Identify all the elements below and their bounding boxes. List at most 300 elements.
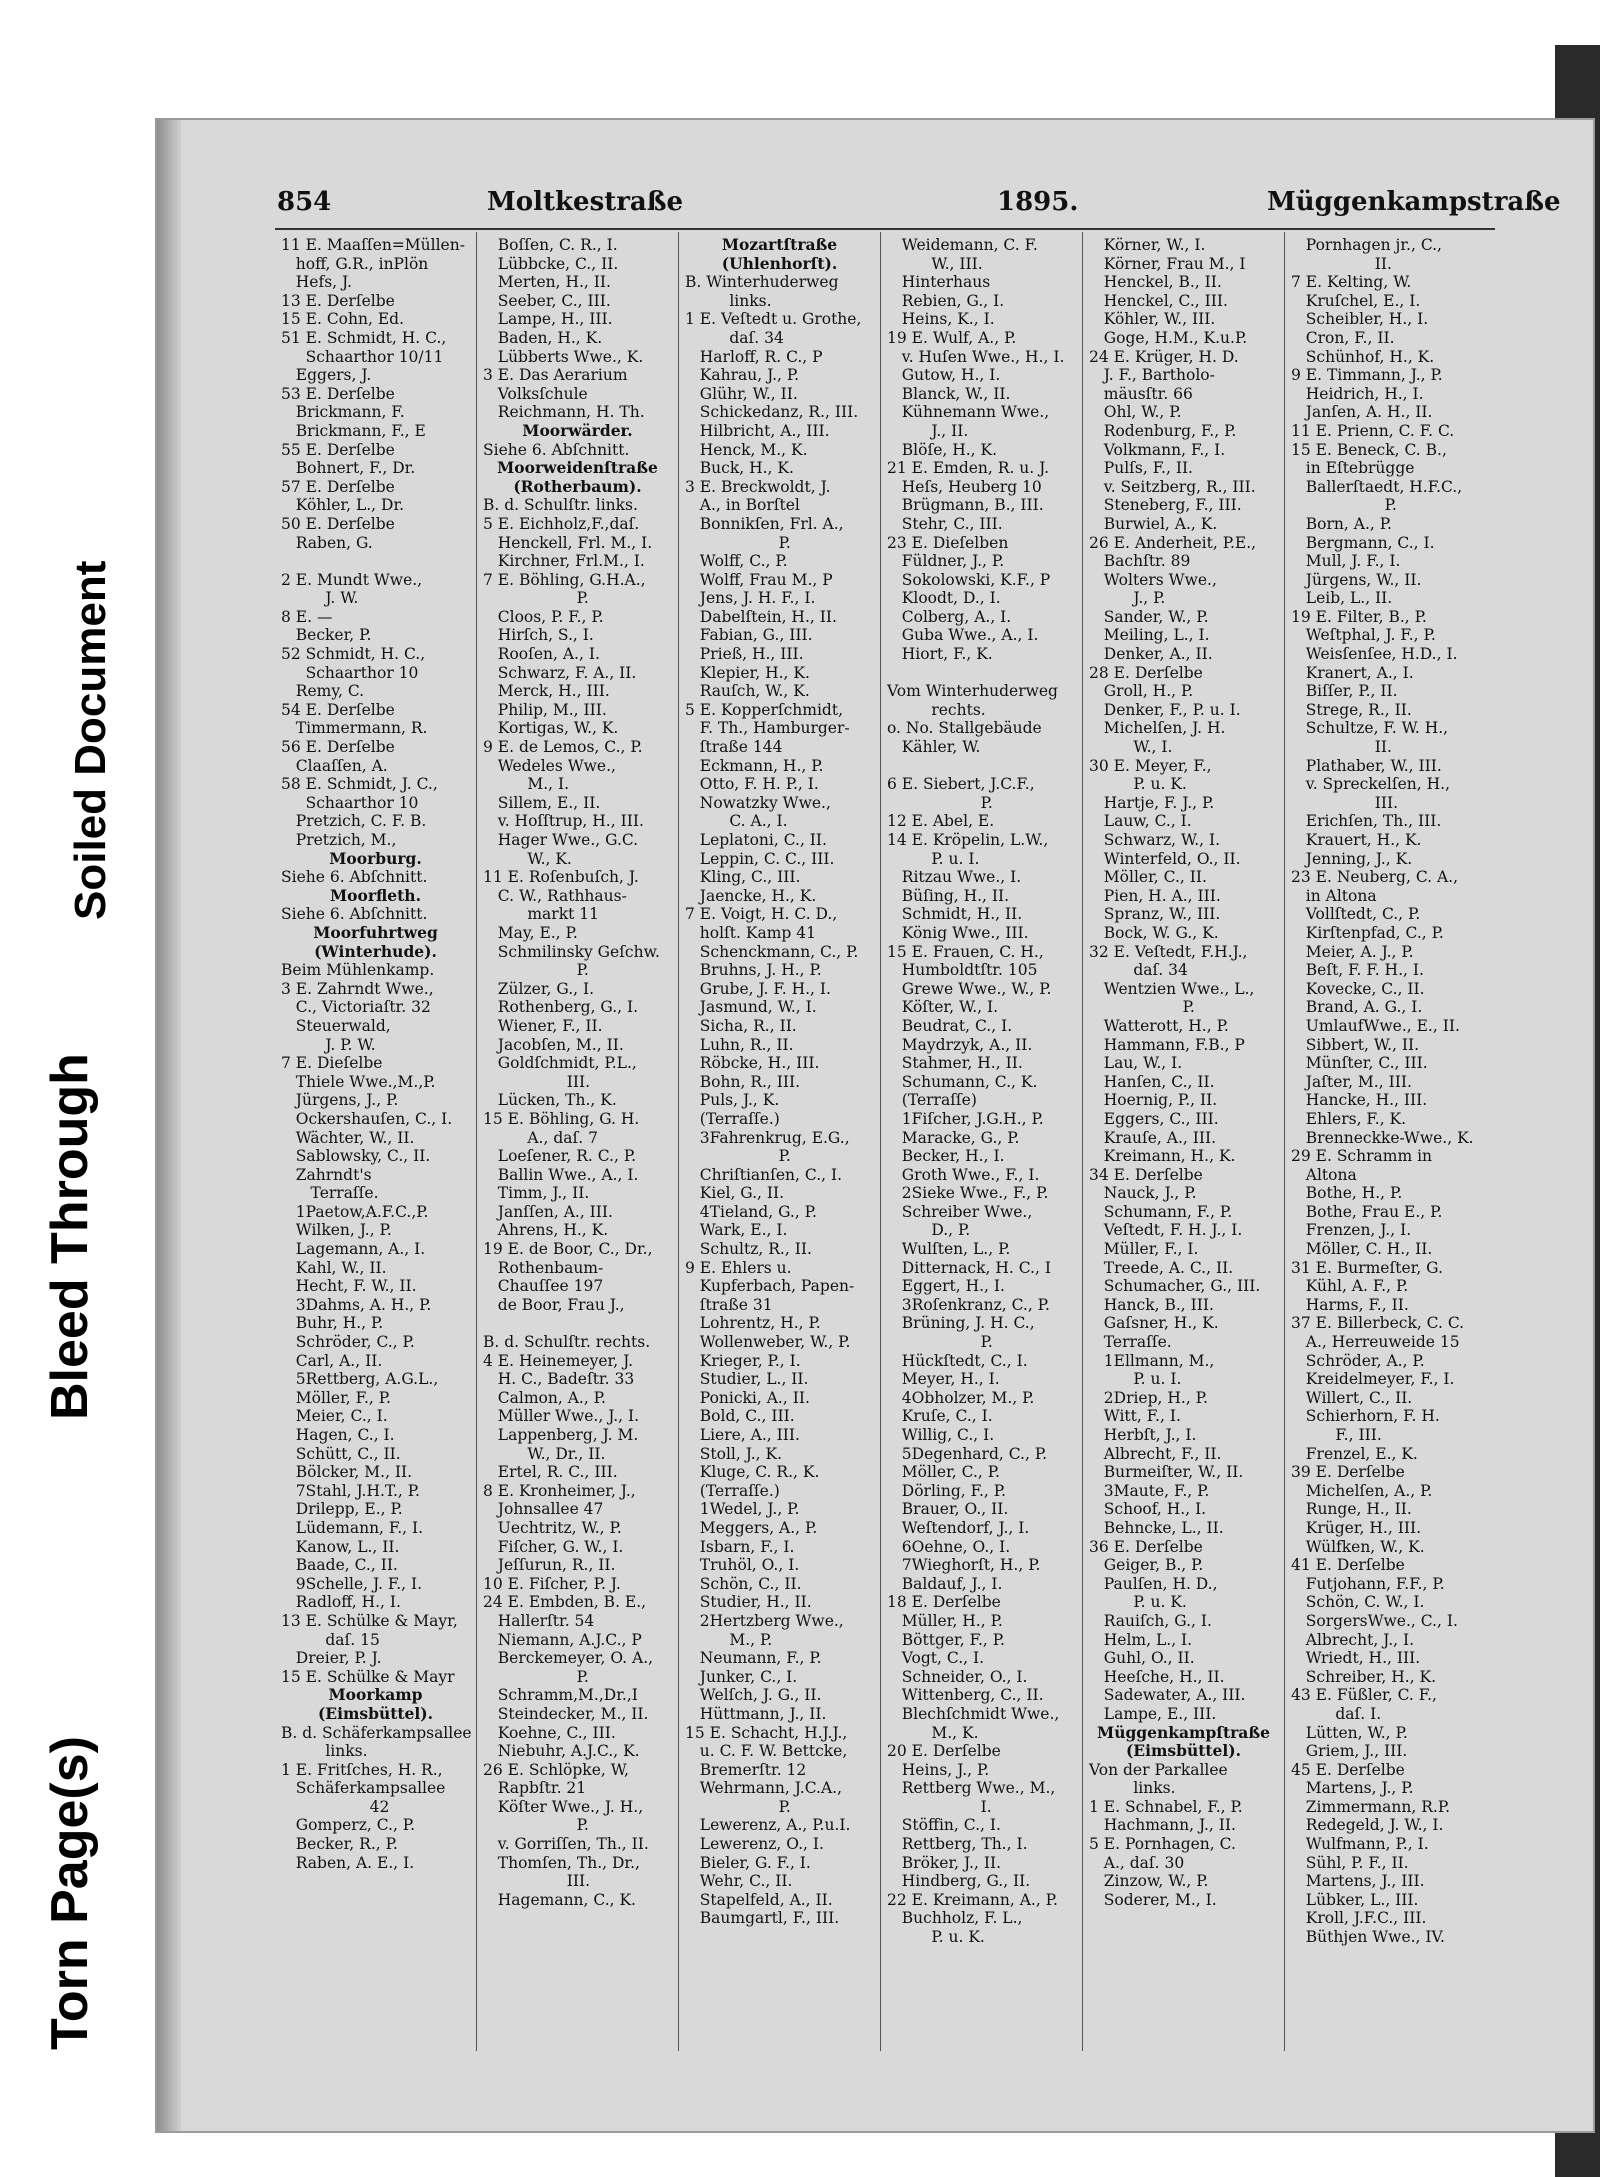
- entry-line: Glühr, W., II.: [685, 384, 798, 403]
- entry-line: Michelſen, A., P.: [1291, 1481, 1433, 1500]
- entry-line: 1Fiſcher, J.G.H., P.: [887, 1109, 1044, 1128]
- page-header: [277, 187, 1561, 227]
- entry-line: Kovecke, C., II.: [1291, 979, 1425, 998]
- entry-line: Vom Winterhuderweg: [887, 682, 1058, 701]
- entry-line: P.: [483, 1667, 589, 1686]
- entry-line: Hancke, H., III.: [1291, 1091, 1428, 1110]
- entry-line: (Terraſſe): [887, 1091, 977, 1110]
- entry-line: Schickedanz, R., III.: [685, 403, 859, 422]
- entry-line: Kreidelmeyer, F., I.: [1291, 1370, 1455, 1389]
- entry-line: H. C., Badeſtr. 33: [483, 1370, 635, 1389]
- entry-line: SorgersWwe., C., I.: [1291, 1611, 1458, 1630]
- entry-line: Wolters Wwe.,: [1089, 570, 1217, 589]
- entry-line: Plathaber, W., III.: [1291, 756, 1442, 775]
- entry-line: 5 E. Pornhagen, C.: [1089, 1835, 1236, 1854]
- entry-line: Kortigas, W., K.: [483, 719, 619, 738]
- entry-line: Geiger, B., P.: [1089, 1556, 1204, 1575]
- entry-line: v. Gorriſſen, Th., II.: [483, 1835, 649, 1854]
- entry-line: Schaarthor 10/11: [281, 347, 444, 366]
- entry-line: [281, 552, 470, 571]
- entry-line: Janſen, A. H., II.: [1291, 403, 1433, 422]
- entry-line: Ahrens, H., K.: [483, 1221, 609, 1240]
- entry-line: A., in Borſtel: [685, 496, 800, 515]
- entry-line: 7 E. Böhling, G.H.A.,: [483, 570, 646, 589]
- entry-line: Jaſter, M., III.: [1291, 1072, 1412, 1091]
- entry-line: Steuerwald,: [281, 1016, 391, 1035]
- entry-line: Jens, J. H. F., I.: [685, 589, 816, 608]
- entry-line: Hagen, C., I.: [281, 1426, 395, 1444]
- entry-line: Jasmund, W., I.: [685, 998, 817, 1017]
- entry-line: 5Rettberg, A.G.L.,: [281, 1370, 439, 1389]
- entry-line: Wulfmann, P., I.: [1291, 1835, 1429, 1854]
- entry-line: Jenning, J., K.: [1291, 849, 1413, 868]
- entry-line: Michelſen, J. H.: [1089, 719, 1226, 738]
- entry-line: 1 E. Veſtedt u. Grothe,: [685, 310, 862, 329]
- entry-line: Heidrich, H., I.: [1291, 384, 1424, 403]
- entry-line: [483, 1314, 672, 1333]
- entry-line: v. Hoſſtrup, H., III.: [483, 812, 644, 831]
- entry-line: A., Herreuweide 15: [1291, 1333, 1460, 1352]
- entry-line: Mull, J. F., I.: [1291, 552, 1401, 571]
- entry-line: Leppin, C. C., III.: [685, 849, 835, 868]
- entry-line: Henckel, B., II.: [1089, 273, 1222, 292]
- entry-line: P.: [1089, 998, 1195, 1017]
- entry-line: Watterott, H., P.: [1089, 1016, 1229, 1035]
- entry-line: Schumann, C., K.: [887, 1072, 1038, 1091]
- entry-line: Rauſch, W., K.: [685, 682, 810, 701]
- entry-line: Prieß, H., III.: [685, 645, 804, 664]
- entry-line: 19 E. Filter, B., P.: [1291, 607, 1427, 626]
- entry-line: Ponicki, A., II.: [685, 1388, 810, 1407]
- entry-line: Ballerſtaedt, H.F.C.,: [1291, 477, 1463, 496]
- entry-line: Remy, C.: [281, 682, 365, 701]
- column-4: [881, 232, 1083, 2051]
- entry-line: Berckemeyer, O. A.,: [483, 1649, 654, 1668]
- header-rule: [275, 228, 1495, 230]
- entry-line: hoff, G.R., inPlön: [281, 254, 429, 273]
- entry-line: W., K.: [483, 849, 572, 868]
- entry-line: Baden, H., K.: [483, 328, 603, 347]
- entry-line: (Eimsbüttel).: [1125, 1741, 1242, 1761]
- condition-labels: [18, 0, 128, 2177]
- entry-line: Harloff, R. C., P: [685, 347, 823, 366]
- entry-line: Lewerenz, A., P.u.I.: [685, 1816, 851, 1835]
- entry-line: Krauert, H., K.: [1291, 831, 1422, 849]
- entry-line: Brickmann, F.: [281, 403, 405, 422]
- entry-line: Fabian, G., III.: [685, 626, 813, 645]
- entry-line: Paulſen, H. D.,: [1089, 1574, 1218, 1593]
- entry-line: J., P.: [1089, 589, 1166, 608]
- entry-line: daſ. 34: [1089, 961, 1188, 980]
- entry-line: Köſter, W., I.: [887, 998, 999, 1017]
- entry-line: 9 E. Ehlers u.: [685, 1258, 792, 1277]
- entry-line: links.: [281, 1742, 368, 1761]
- entry-line: Kloodt, D., I.: [887, 589, 1001, 608]
- entry-line: Schenckmann, C., P.: [685, 942, 859, 961]
- entry-line: Beim Mühlenkamp.: [281, 961, 435, 980]
- entry-line: in Eſtebrügge: [1291, 459, 1415, 478]
- entry-line: Biſſer, P., II.: [1291, 682, 1398, 701]
- entry-line: u. C. F. W. Bettcke,: [685, 1742, 848, 1761]
- entry-line: Dreier, P. J.: [281, 1649, 382, 1668]
- entry-line: Wehrmann, J.C.A.,: [685, 1779, 842, 1798]
- entry-line: D., P.: [887, 1221, 971, 1240]
- entry-line: 37 E. Billerbeck, C. C.: [1291, 1314, 1465, 1333]
- entry-line: Liere, A., III.: [685, 1426, 800, 1444]
- entry-line: 30 E. Meyer, F.,: [1089, 756, 1212, 775]
- entry-line: Puls, J., K.: [685, 1091, 780, 1110]
- entry-line: Merck, H., III.: [483, 682, 610, 701]
- entry-line: Bergmann, C., I.: [1291, 533, 1435, 552]
- entry-line: B. d. Schulſtr. rechts.: [483, 1333, 651, 1352]
- entry-line: Veſtedt, F. H. J., I.: [1089, 1221, 1243, 1240]
- entry-line: Schultze, F. W. H.,: [1291, 719, 1449, 738]
- entry-line: Janſſen, A., III.: [483, 1202, 613, 1221]
- entry-line: 4 E. Heinemeyer, J.: [483, 1351, 634, 1370]
- entry-line: (Rotherbaum).: [513, 476, 642, 496]
- entry-line: Denker, F., P. u. I.: [1089, 700, 1241, 719]
- directory-page: [155, 118, 1595, 2133]
- entry-line: Maydrzyk, A., II.: [887, 1035, 1033, 1054]
- entry-line: Rooſen, A., I.: [483, 645, 600, 664]
- entry-line: Raben, G.: [281, 533, 373, 552]
- entry-line: 2Driep, H., P.: [1089, 1388, 1208, 1407]
- label-soiled-document: Soiled Document: [66, 560, 115, 920]
- entry-line: 42: [281, 1797, 390, 1816]
- entry-line: Kühl, A. F., P.: [1291, 1277, 1409, 1296]
- entry-line: C., Victoriaſtr. 32: [281, 998, 431, 1017]
- entry-line: Gaſsner, H., K.: [1089, 1314, 1219, 1333]
- entry-line: (Winterhude).: [314, 941, 437, 961]
- entry-line: Böttger, F., P.: [887, 1630, 1005, 1649]
- entry-line: II.: [1291, 254, 1392, 273]
- entry-line: Raben, A. E., I.: [281, 1853, 415, 1872]
- entry-line: Spranz, W., III.: [1089, 905, 1221, 924]
- entry-line: Volkmann, F., I.: [1089, 440, 1226, 459]
- entry-line: Scheibler, H., I.: [1291, 310, 1429, 329]
- entry-line: Merten, H., II.: [483, 273, 611, 292]
- entry-line: Radloff, H., I.: [281, 1593, 401, 1612]
- entry-line: Schaarthor 10: [281, 793, 419, 812]
- entry-line: Schwarz, F. A., II.: [483, 663, 637, 682]
- entry-line: Kruſchel, E., I.: [1291, 291, 1421, 310]
- entry-line: Kling, C., III.: [685, 868, 801, 887]
- entry-line: Soderer, M., I.: [1089, 1890, 1217, 1909]
- entry-line: Frenzel, E., K.: [1291, 1444, 1418, 1463]
- entry-line: B. d. Schäferkampsallee: [281, 1723, 472, 1742]
- entry-line: Bieler, G. F., I.: [685, 1853, 811, 1872]
- entry-line: Kähler, W.: [887, 738, 981, 757]
- entry-line: Volksſchule: [483, 384, 588, 403]
- entry-line: M., K.: [887, 1723, 979, 1742]
- entry-line: Füldner, J., P.: [887, 552, 1005, 571]
- entry-line: Jürgens, J., P.: [281, 1091, 399, 1110]
- entry-line: Frenzen, J., I.: [1291, 1221, 1412, 1240]
- entry-line: 15 E. Schülke & Mayr: [281, 1667, 455, 1686]
- entry-line: Rettberg Wwe., M.,: [887, 1779, 1056, 1798]
- entry-line: 15 E. Böhling, G. H.: [483, 1109, 640, 1128]
- column-5: [1083, 232, 1285, 2051]
- entry-line: v. Huſen Wwe., H., I.: [887, 347, 1065, 366]
- entry-line: 11 E. Maaſſen=Müllen-: [281, 236, 465, 254]
- entry-line: Müller, H., P.: [887, 1611, 1003, 1630]
- entry-line: Grewe Wwe., W., P.: [887, 979, 1052, 998]
- entry-line: Carl, A., II.: [281, 1351, 383, 1370]
- entry-line: 1 E. Fritſches, H. R.,: [281, 1760, 443, 1779]
- entry-line: 19 E. Wulf, A., P.: [887, 328, 1017, 347]
- entry-line: Bölcker, M., II.: [281, 1463, 413, 1482]
- entry-line: Nowatzky Wwe.,: [685, 793, 831, 812]
- entry-line: Cron, F., II.: [1291, 328, 1395, 347]
- entry-line: 14 E. Kröpelin, L.W.,: [887, 831, 1049, 849]
- entry-line: Moorwärder.: [522, 420, 633, 440]
- entry-line: Weisſenſee, H.D., I.: [1291, 645, 1458, 664]
- entry-line: Lewerenz, O., I.: [685, 1835, 824, 1854]
- entry-line: rechts.: [887, 700, 986, 719]
- entry-line: Herbſt, J., I.: [1089, 1426, 1197, 1444]
- entry-line: Goldſchmidt, P.L.,: [483, 1054, 637, 1073]
- entry-line: Helm, L., I.: [1089, 1630, 1193, 1649]
- entry-line: Ballin Wwe., A., I.: [483, 1165, 639, 1184]
- entry-line: Schön, C. W., I.: [1291, 1593, 1425, 1612]
- entry-line: Claaſſen, A.: [281, 756, 388, 775]
- entry-line: Henckell, Frl. M., I.: [483, 533, 653, 552]
- entry-line: 1Wedel, J., P.: [685, 1500, 800, 1519]
- entry-line: Grube, J. F. H., I.: [685, 979, 831, 998]
- entry-line: Schreiber Wwe.,: [887, 1202, 1033, 1221]
- entry-line: P. u. I.: [1089, 1370, 1182, 1389]
- entry-line: Bonnikſen, Frl. A.,: [685, 514, 844, 533]
- entry-line: Beſt, F. F. H., I.: [1291, 961, 1424, 980]
- entry-line: Schoof, H., I.: [1089, 1500, 1207, 1519]
- entry-line: Wächter, W., II.: [281, 1128, 415, 1147]
- entry-line: Thiele Wwe.,M.,P.: [281, 1072, 436, 1091]
- entry-line: Sablowsky, C., II.: [281, 1147, 431, 1166]
- entry-line: Martens, J., P.: [1291, 1779, 1414, 1798]
- entry-line: Heins, K., I.: [887, 310, 995, 329]
- entry-line: Brickmann, F., E: [281, 421, 426, 440]
- entry-line: W., Dr., II.: [483, 1444, 606, 1463]
- entry-line: P.: [887, 793, 993, 812]
- entry-line: Niemann, A.J.C., P: [483, 1630, 642, 1649]
- entry-line: 9 E. Timmann, J., P.: [1291, 366, 1443, 385]
- entry-line: Schröder, C., P.: [281, 1333, 415, 1352]
- entry-line: Meiling, L., I.: [1089, 626, 1210, 645]
- entry-line: Martens, J., III.: [1291, 1872, 1425, 1891]
- entry-line: Pien, H. A., III.: [1089, 886, 1221, 905]
- right-street-title: Müggenkampstraße: [1267, 187, 1561, 217]
- entry-line: Hilbricht, A., III.: [685, 421, 830, 440]
- entry-line: König Wwe., III.: [887, 923, 1029, 942]
- entry-line: Pretzich, C. F. B.: [281, 812, 427, 831]
- entry-line: A., daſ. 30: [1089, 1853, 1185, 1872]
- entry-line: 55 E. Derſelbe: [281, 440, 395, 459]
- entry-line: Heins, J., P.: [887, 1760, 990, 1779]
- entry-line: Henck, M., K.: [685, 440, 808, 459]
- entry-line: Weſtendorf, J., I.: [887, 1518, 1030, 1537]
- entry-line: Leplatoni, C., II.: [685, 831, 827, 849]
- entry-line: Hüttmann, J., II.: [685, 1704, 827, 1723]
- entry-line: 12 E. Abel, E.: [887, 812, 995, 831]
- entry-line: Von der Parkallee: [1089, 1760, 1228, 1779]
- entry-line: 3 E. Das Aerarium: [483, 366, 628, 385]
- entry-line: Baldauf, J., I.: [887, 1574, 1003, 1593]
- entry-line: 32 E. Veſtedt, F.H.J.,: [1089, 942, 1248, 961]
- entry-line: P.: [483, 961, 589, 980]
- entry-line: P.: [483, 589, 589, 608]
- entry-line: Loeſener, R. C., P.: [483, 1147, 637, 1166]
- entry-line: Buck, H., K.: [685, 459, 794, 478]
- entry-line: 54 E. Derſelbe: [281, 700, 395, 719]
- entry-line: Becker, R., P.: [281, 1835, 398, 1854]
- entry-line: Witt, F., I.: [1089, 1407, 1181, 1426]
- entry-line: Eggers, C., III.: [1089, 1109, 1219, 1128]
- entry-line: Welſch, J. G., II.: [685, 1686, 822, 1705]
- entry-line: P.: [1291, 496, 1397, 515]
- entry-line: Kirſtenpfad, C., P.: [1291, 923, 1444, 942]
- entry-line: Bohnert, F., Dr.: [281, 459, 416, 478]
- entry-line: Guba Wwe., A., I.: [887, 626, 1039, 645]
- entry-line: Hammann, F.B., P: [1089, 1035, 1245, 1054]
- left-street-title: Moltkestraße: [487, 187, 684, 217]
- entry-line: 7 E. Voigt, H. C. D.,: [685, 905, 838, 924]
- entry-line: Bremerſtr. 12: [685, 1760, 807, 1779]
- entry-line: Moorfleth.: [330, 885, 421, 905]
- entry-line: 20 E. Derſelbe: [887, 1742, 1001, 1761]
- entry-line: Bachſtr. 89: [1089, 552, 1191, 571]
- entry-line: Wark, E., I.: [685, 1221, 788, 1240]
- entry-line: Wedeles Wwe.,: [483, 756, 616, 775]
- entry-line: 5 E. Kopperſchmidt,: [685, 700, 844, 719]
- entry-line: Wittenberg, C., II.: [887, 1686, 1044, 1705]
- entry-line: Möller, F., P.: [281, 1388, 391, 1407]
- entry-line: Schultz, R., II.: [685, 1240, 812, 1259]
- entry-line: daſ. I.: [1291, 1704, 1382, 1723]
- entry-line: Schmilinsky Geſchw.: [483, 942, 660, 961]
- entry-line: Henckel, C., III.: [1089, 291, 1228, 310]
- entry-line: Büthjen Wwe., IV.: [1291, 1928, 1445, 1947]
- entry-line: Rothenberg, G., I.: [483, 998, 639, 1017]
- entry-line: 9 E. de Lemos, C., P.: [483, 738, 643, 757]
- entry-line: Chauſſee 197: [483, 1277, 604, 1296]
- entry-line: P. u. K.: [1089, 1593, 1187, 1612]
- entry-line: Münſter, C., III.: [1291, 1054, 1428, 1073]
- entry-line: Brauer, O., II.: [887, 1500, 1009, 1519]
- entry-line: M., P.: [685, 1630, 773, 1649]
- entry-line: Hindberg, G., II.: [887, 1872, 1031, 1891]
- entry-line: Beudrat, C., I.: [887, 1016, 1013, 1035]
- entry-line: Griem, J., III.: [1291, 1742, 1408, 1761]
- entry-line: Wentzien Wwe., L.,: [1089, 979, 1255, 998]
- entry-line: Blechſchmidt Wwe.,: [887, 1704, 1060, 1723]
- entry-line: 2Hertzberg Wwe.,: [685, 1611, 844, 1630]
- entry-line: Hager Wwe., G.C.: [483, 831, 639, 849]
- entry-line: in Altona: [1291, 886, 1377, 905]
- entry-line: Kluge, C. R., K.: [685, 1463, 820, 1482]
- entry-line: 7 E. Dieſelbe: [281, 1054, 383, 1073]
- entry-line: Sibbert, W., II.: [1291, 1035, 1420, 1054]
- entry-line: Studier, L., II.: [685, 1370, 809, 1389]
- entry-line: 41 E. Derſelbe: [1291, 1556, 1405, 1575]
- entry-line: Meyer, H., I.: [887, 1370, 1000, 1389]
- entry-line: 4Obholzer, M., P.: [887, 1388, 1035, 1407]
- entry-line: Ehlers, F., K.: [1291, 1109, 1407, 1128]
- entry-line: (Eimsbüttel).: [317, 1703, 434, 1723]
- entry-line: 3Fahrenkrug, E.G.,: [685, 1128, 850, 1147]
- entry-line: Körner, Frau M., I: [1089, 254, 1246, 273]
- entry-line: Burwiel, A., K.: [1089, 514, 1218, 533]
- entry-line: 3Maute, F., P.: [1089, 1481, 1210, 1500]
- entry-line: Hartje, F. J., P.: [1089, 793, 1215, 812]
- entry-line: Köhler, L., Dr.: [281, 496, 405, 515]
- entry-line: Bröker, J., II.: [887, 1853, 1002, 1872]
- entry-line: 1Paetow,A.F.C.,P.: [281, 1202, 429, 1221]
- entry-line: Goge, H.M., K.u.P.: [1089, 328, 1248, 347]
- entry-line: 4Tieland, G., P.: [685, 1202, 817, 1221]
- entry-line: Ockershauſen, C., I.: [281, 1109, 453, 1128]
- entry-line: Dabelſtein, H., II.: [685, 607, 837, 626]
- entry-line: Harms, F., II.: [1291, 1295, 1409, 1314]
- entry-line: Fiſcher, G. W., I.: [483, 1537, 624, 1556]
- column-2: [477, 232, 679, 2051]
- entry-line: III.: [1291, 793, 1399, 812]
- entry-line: Lagemann, A., I.: [281, 1240, 426, 1259]
- entry-line: 8 E. Kronheimer, J.,: [483, 1481, 636, 1500]
- entry-line: Kroll, J.F.C., III.: [1291, 1909, 1427, 1928]
- entry-line: Hinterhaus: [887, 273, 991, 292]
- entry-line: ſtraße 144: [685, 738, 783, 757]
- entry-line: Groth Wwe., F., I.: [887, 1165, 1040, 1184]
- entry-line: Groll, H., P.: [1089, 682, 1194, 701]
- entry-line: Rothenbaum-: [483, 1258, 604, 1277]
- entry-line: v. Spreckelſen, H.,: [1291, 775, 1450, 794]
- entry-line: Buhr, H., P.: [281, 1314, 384, 1333]
- entry-line: Siehe 6. Abſchnitt.: [281, 868, 428, 887]
- entry-line: Mozartſtraße: [721, 235, 838, 254]
- entry-line: Sokolowski, K.F., P: [887, 570, 1051, 589]
- entry-line: Behncke, L., II.: [1089, 1518, 1224, 1537]
- entry-line: Bold, C., III.: [685, 1407, 795, 1426]
- entry-line: Wilken, J., P.: [281, 1221, 392, 1240]
- entry-line: Stoll, J., K.: [685, 1444, 783, 1463]
- entry-line: Bothe, Frau E., P.: [1291, 1202, 1443, 1221]
- entry-line: Sillem, E., II.: [483, 793, 601, 812]
- entry-line: III.: [483, 1872, 591, 1891]
- entry-line: Brügmann, B., III.: [887, 496, 1044, 515]
- entry-line: Becker, H., I.: [887, 1147, 1005, 1166]
- entry-line: Terraſſe.: [281, 1184, 379, 1203]
- entry-line: mäusſtr. 66: [1089, 384, 1193, 403]
- entry-line: Niebuhr, A.J.C., K.: [483, 1742, 640, 1761]
- entry-line: Möller, C., II.: [1089, 868, 1207, 887]
- entry-line: 3 E. Breckwoldt, J.: [685, 477, 831, 496]
- entry-line: Bohn, R., III.: [685, 1072, 801, 1091]
- entry-line: 52 Schmidt, H. C.,: [281, 645, 426, 664]
- label-bleed-through: Bleed Through: [41, 1053, 99, 1420]
- entry-line: Dörling, F., P.: [887, 1481, 1006, 1500]
- entry-line: 13 E. Derſelbe: [281, 291, 395, 310]
- entry-line: (Terraſſe.): [685, 1109, 780, 1128]
- entry-line: Eckmann, H., P.: [685, 756, 824, 775]
- entry-line: [887, 757, 1076, 776]
- entry-line: (Terraſſe.): [685, 1481, 780, 1500]
- entry-line: v. Seitzberg, R., III.: [1089, 477, 1256, 496]
- entry-line: Sicha, R., II.: [685, 1016, 797, 1035]
- entry-line: Rettberg, Th., I.: [887, 1835, 1028, 1854]
- entry-line: J. W.: [281, 589, 359, 608]
- entry-line: Brenneckke-Wwe., K.: [1291, 1128, 1474, 1147]
- entry-line: Junker, C., I.: [685, 1667, 798, 1686]
